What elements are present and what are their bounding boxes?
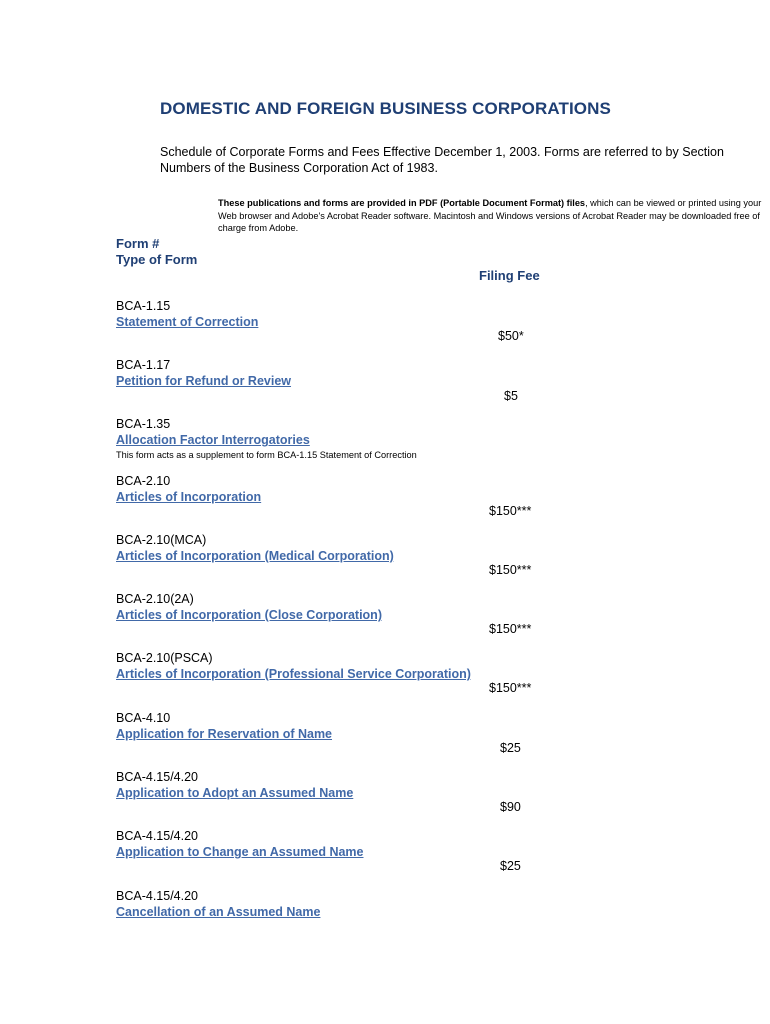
form-fee: $150*** (489, 504, 532, 518)
form-row (116, 710, 756, 742)
form-row (116, 888, 756, 920)
form-number: BCA-4.10 (116, 711, 171, 725)
form-number: BCA-2.10 (116, 474, 171, 488)
header-filing-fee: Filing Fee (479, 268, 540, 283)
intro-paragraph: Schedule of Corporate Forms and Fees Effective December 1, 2003. Forms are referred to by Section Numbers of the Business Corporation Act of 1983. (160, 145, 724, 175)
form-number: BCA-2.10(PSCA) (116, 651, 213, 665)
form-row (116, 473, 756, 505)
form-number: BCA-2.10(2A) (116, 592, 194, 606)
form-fee: $25 (500, 859, 521, 873)
form-number: BCA-2.10(MCA) (116, 533, 207, 547)
form-link[interactable]: Articles of Incorporation (Professional Service Corporation) (116, 667, 471, 681)
form-row (116, 532, 756, 564)
form-fee: $150*** (489, 622, 532, 636)
form-row (116, 769, 756, 801)
form-link[interactable]: Petition for Refund or Review (116, 374, 292, 388)
form-number: BCA-4.15/4.20 (116, 829, 198, 843)
form-link[interactable]: Allocation Factor Interrogatories (116, 433, 310, 447)
form-fee: $25 (500, 741, 521, 755)
form-fee: $150*** (489, 681, 532, 695)
form-number: BCA-1.35 (116, 417, 171, 431)
header-form-number: Form # (116, 236, 160, 251)
form-row (116, 650, 756, 682)
form-row (116, 357, 756, 389)
form-number: BCA-1.17 (116, 358, 171, 372)
form-link[interactable]: Articles of Incorporation (Medical Corporation) (116, 549, 394, 563)
form-link[interactable]: Statement of Correction (116, 315, 259, 329)
form-number: BCA-4.15/4.20 (116, 889, 198, 903)
form-number: BCA-1.15 (116, 299, 171, 313)
form-fee: $50* (498, 329, 524, 343)
form-link[interactable]: Application to Adopt an Assumed Name (116, 786, 354, 800)
header-form-type: Type of Form (116, 252, 198, 267)
form-row (116, 416, 756, 462)
form-number: BCA-4.15/4.20 (116, 770, 198, 784)
form-note: This form acts as a supplement to form BCA-1.15 Statement of Correction (116, 450, 417, 460)
form-fee: $150*** (489, 563, 532, 577)
form-fee: $5 (504, 389, 518, 403)
form-row (116, 298, 756, 330)
form-link[interactable]: Articles of Incorporation (Close Corporation) (116, 608, 382, 622)
form-fee: $90 (500, 800, 521, 814)
form-link[interactable]: Articles of Incorporation (116, 490, 262, 504)
pdf-notice (218, 197, 763, 235)
pdf-notice-rest: , which can be viewed or printed using your Web browser and Adobe's Acrobat Reader software. Macintosh and Windows versions of Acrobat Reader may be downloaded free of charge from Adobe. (218, 198, 762, 233)
form-row (116, 828, 756, 860)
column-header-form (116, 236, 197, 268)
form-link[interactable]: Application to Change an Assumed Name (116, 845, 364, 859)
page-title: DOMESTIC AND FOREIGN BUSINESS CORPORATIONS (160, 99, 611, 118)
form-link[interactable]: Cancellation of an Assumed Name (116, 905, 321, 919)
form-row (116, 591, 756, 623)
pdf-notice-bold: These publications and forms are provided in PDF (Portable Document Format) files (218, 198, 586, 208)
form-link[interactable]: Application for Reservation of Name (116, 727, 333, 741)
